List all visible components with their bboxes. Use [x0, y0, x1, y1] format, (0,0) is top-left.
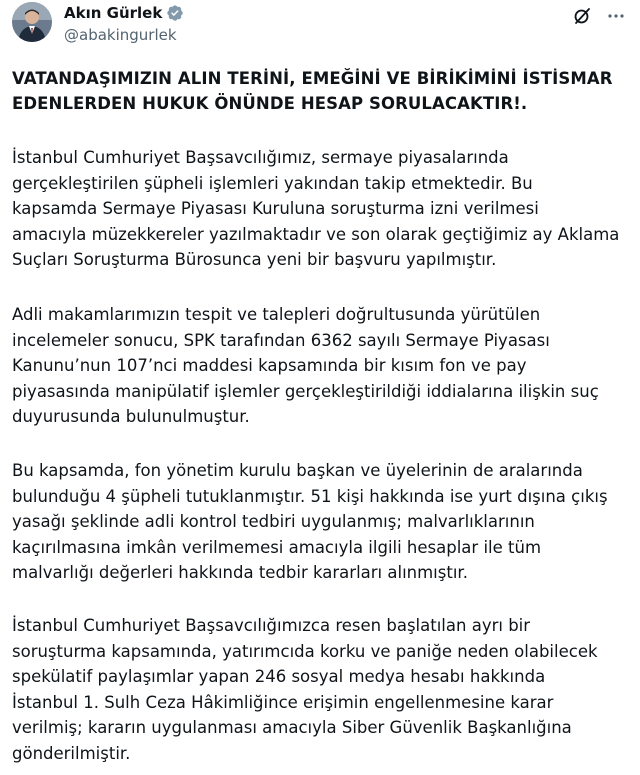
paragraph-line: İstanbul 1. Sulh Ceza Hâkimliğince erişimin engellenmesine karar: [12, 692, 554, 712]
paragraph-line: bulunduğu 4 şüpheli tutuklanmıştır. 51 kişi hakkında ise yurt dışına çıkış: [12, 486, 608, 506]
paragraph-line: incelemeler sonucu, SPK tarafından 6362 sayılı Sermaye Piyasası: [12, 330, 550, 350]
headline-line: EDENLERDEN HUKUK ÖNÜNDE HESAP SORULACAKTIR!.: [12, 94, 528, 113]
author-info: [64, 3, 184, 44]
more-options-icon[interactable]: [606, 6, 626, 26]
verified-badge-icon[interactable]: [166, 4, 184, 22]
paragraph-line: verilmiş; kararın uygulanması amacıyla Siber Güvenlik Başkanlığına: [12, 718, 572, 737]
tweet-paragraph: [12, 145, 624, 273]
avatar[interactable]: [12, 2, 52, 42]
paragraph-line: piyasasında manipülatif işlemler gerçekleştirildiği iddialarına ilişkin suç: [12, 381, 599, 401]
paragraph-line: Bu kapsamda, fon yönetim kurulu başkan ve üyelerinin de aralarında: [12, 461, 583, 480]
tweet-top-actions: [572, 6, 626, 26]
paragraph-line: yasağı şeklinde adli kontrol tedbiri uygulanmış; malvarlıklarının: [12, 512, 535, 531]
paragraph-line: gerçekleştirilen şüpheli işlemleri yakından takip etmektedir. Bu: [12, 173, 533, 193]
paragraph-line: soruşturma kapsamında, yatırımcıda korku ve paniğe neden olabilecek: [12, 641, 598, 661]
paragraph-line: Adli makamlarımızın tespit ve talepleri doğrultusunda yürütülen: [12, 305, 541, 324]
author-display-name[interactable]: Akın Gürlek: [64, 4, 163, 22]
paragraph-line: İstanbul Cumhuriyet Başsavcılığımız, sermaye piyasalarında: [12, 148, 509, 167]
tweet-headline: [12, 66, 624, 116]
tweet-paragraph: [12, 302, 624, 430]
tweet-paragraph: [12, 458, 624, 586]
grok-icon[interactable]: [572, 6, 592, 26]
paragraph-line: malvarlığı değerleri hakkında tedbir kararları alınmıştır.: [12, 563, 468, 582]
paragraph-line: gönderilmiştir.: [12, 743, 131, 763]
paragraph-line: amacıyla müzekkereler yazılmaktadır ve son olarak geçtiğimiz ay Aklama: [12, 224, 620, 244]
tweet-paragraph: [12, 613, 624, 766]
paragraph-line: duyurusunda bulunulmuştur.: [12, 407, 250, 426]
paragraph-line: spekülatif paylaşımlar yapan 246 sosyal medya hesabı hakkında: [12, 667, 546, 686]
paragraph-line: Suçları Soruşturma Bürosunca yeni bir başvuru yapılmıştır.: [12, 250, 497, 269]
paragraph-line: Kanunu’nun 107’nci maddesi kapsamında bir kısım fon ve pay: [12, 356, 527, 375]
paragraph-line: kaçırılmasına imkân verilmemesi amacıyla ilgili hesaplar ile tüm: [12, 537, 542, 557]
paragraph-line: kapsamda Sermaye Piyasası Kuruluna soruşturma izni verilmesi: [12, 199, 539, 218]
author-name-row: [64, 3, 184, 23]
headline-line: VATANDAŞIMIZIN ALIN TERİNİ, EMEĞİNİ VE BİRİKİMİNİ İSTİSMAR: [12, 69, 613, 88]
author-handle[interactable]: @abakingurlek: [64, 26, 177, 44]
paragraph-line: İstanbul Cumhuriyet Başsavcılığımızca resen başlatılan ayrı bir: [12, 616, 531, 635]
